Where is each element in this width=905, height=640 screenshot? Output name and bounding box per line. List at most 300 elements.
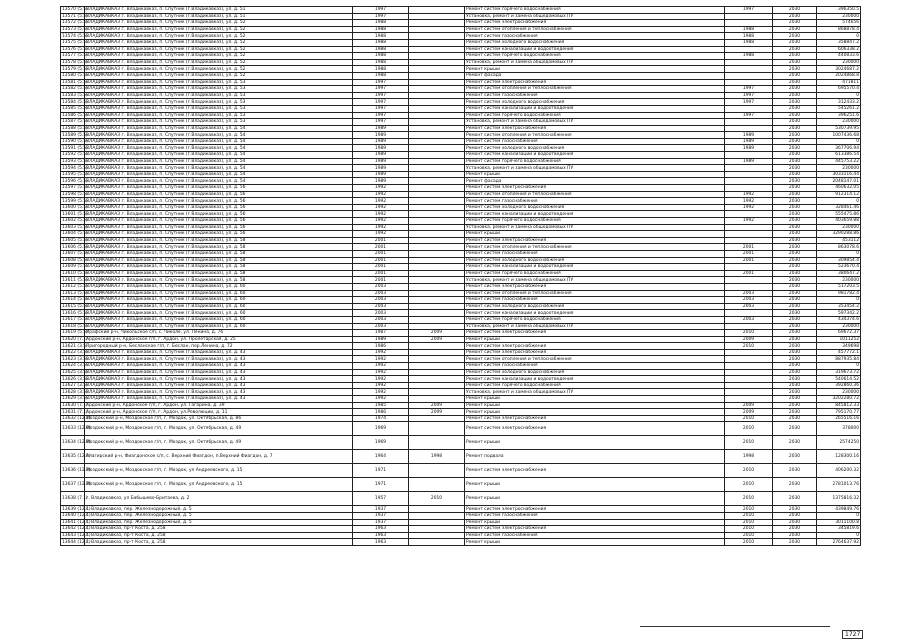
cost-cell: 1011252: [817, 336, 861, 343]
start-year-cell: [725, 211, 773, 218]
row-number-cell: 13618 (5.5): [62, 323, 88, 329]
work-type-cell: Ремонт систем канализации и водоотведения: [465, 105, 725, 112]
table-row: [61, 211, 861, 218]
end-year-cell: 2030: [773, 290, 817, 297]
address-cell: ВЛАДИКАВКАЗ г. Владикавказ, п. Спутник (г.Владикавказ), ул. д. 60: [85, 316, 353, 323]
work-type-cell: Ремонт крыши: [465, 171, 725, 178]
table-row: [61, 191, 861, 198]
work-type-cell: Ремонт систем холодного водоснабжения: [465, 145, 725, 152]
end-year-cell: 2030: [773, 171, 817, 178]
work-type-cell: Ремонт систем отопления и теплоснабжения: [465, 26, 725, 33]
last-repair-year-cell: [409, 13, 465, 20]
table-row: [61, 396, 861, 403]
end-year-cell: 2030: [773, 323, 817, 330]
last-repair-year-cell: [409, 66, 465, 73]
address-cell: ВЛАДИКАВКАЗ г. Владикавказ, п. Спутник (г.Владикавказ), ул. д. 58: [85, 264, 353, 271]
end-year-cell: 2030: [773, 250, 817, 257]
table-row: [61, 92, 861, 99]
start-year-cell: 1997: [725, 112, 773, 119]
build-year-cell: 1997: [353, 7, 409, 14]
build-year-cell: 1997: [353, 79, 409, 86]
address-cell: ВЛАДИКАВКАЗ г. Владикавказ, п. Спутник (г.Владикавказ), ул. д. 54: [85, 158, 353, 165]
end-year-cell: 2030: [773, 409, 817, 416]
start-year-cell: 2003: [725, 303, 773, 310]
last-repair-year-cell: [409, 79, 465, 86]
address-cell: ВЛАДИКАВКАЗ г. Владикавказ, п. Спутник (г.Владикавказ), ул. д. 58: [85, 277, 353, 284]
end-year-cell: 2030: [773, 270, 817, 277]
table-row: [61, 250, 861, 257]
build-year-cell: 1992: [353, 185, 409, 192]
row-number-cell: 13575 (5.5): [62, 40, 88, 46]
cost-cell: 0: [817, 363, 861, 370]
work-type-cell: Ремонт систем отопления и теплоснабжения: [465, 356, 725, 363]
cost-cell: 230000: [817, 13, 861, 20]
address-cell: ВЛАДИКАВКАЗ г. Владикавказ, п. Спутник (г.Владикавказ), ул. д. 60: [85, 310, 353, 317]
address-cell: Пригородный р-н, Беcланское г/п, г. Беслан, пер.Ленина, д. 72: [85, 343, 353, 350]
work-type-cell: Установка, ремонт и замена общедомовых ПУ: [465, 389, 725, 396]
start-year-cell: 1997: [725, 7, 773, 14]
row-number-cell: 13571 (5.5): [62, 13, 88, 19]
build-year-cell: 2003: [353, 310, 409, 317]
cost-cell: 3011100.8: [817, 519, 861, 526]
start-year-cell: [725, 363, 773, 370]
address-cell: ВЛАДИКАВКАЗ г. Владикавказ, п. Спутник (г.Владикавказ), ул. д. 52: [85, 20, 353, 27]
end-year-cell: 2030: [773, 224, 817, 231]
end-year-cell: 2030: [773, 310, 817, 317]
last-repair-year-cell: [409, 138, 465, 145]
build-year-cell: 1989: [353, 165, 409, 172]
build-year-cell: 1988: [353, 20, 409, 27]
end-year-cell: 2030: [773, 237, 817, 244]
last-repair-year-cell: [409, 72, 465, 79]
work-type-cell: Ремонт фасада: [465, 178, 725, 185]
last-repair-year-cell: [409, 363, 465, 370]
last-repair-year-cell: [409, 250, 465, 257]
address-cell: ВЛАДИКАВКАЗ г. Владикавказ, п. Спутник (г.Владикавказ), ул. д. 43: [85, 349, 353, 356]
table-row: [61, 224, 861, 231]
address-cell: ВЛАДИКАВКАЗ г. Владикавказ, п. Спутник (г.Владикавказ), ул. д. 54: [85, 171, 353, 178]
table-row: [61, 343, 861, 350]
end-year-cell: 2030: [773, 218, 817, 225]
start-year-cell: 1988: [725, 53, 773, 60]
address-cell: ВЛАДИКАВКАЗ г. Владикавказ, п. Спутник (г.Владикавказ), ул. д. 43: [85, 363, 353, 370]
table-row: [61, 132, 861, 139]
cost-cell: 3202280.72: [817, 396, 861, 403]
table-row: [61, 369, 861, 376]
build-year-cell: 1971: [353, 464, 409, 478]
last-repair-year-cell: 1998: [409, 450, 465, 464]
build-year-cell: 1986: [353, 409, 409, 416]
table-row: [61, 26, 861, 33]
build-year-cell: 1997: [353, 119, 409, 126]
row-number-cell: 13595 (5.5): [62, 172, 88, 178]
table-row: [61, 145, 861, 152]
last-repair-year-cell: [409, 369, 465, 376]
last-repair-year-cell: [409, 7, 465, 14]
last-repair-year-cell: [409, 198, 465, 205]
start-year-cell: 2003: [725, 297, 773, 304]
last-repair-year-cell: [409, 218, 465, 225]
build-year-cell: 1997: [353, 13, 409, 20]
cost-cell: 2574250: [817, 436, 861, 450]
address-cell: Ардонский р-н, Ардонское г/п, г. Ардон, ул. Гагарина, д. 39: [85, 402, 353, 409]
table-row: [61, 218, 861, 225]
table-row: [61, 330, 861, 337]
cost-cell: 434374.6: [817, 316, 861, 323]
start-year-cell: 1989: [725, 132, 773, 139]
last-repair-year-cell: [409, 297, 465, 304]
table-row: [61, 290, 861, 297]
cost-cell: 230000: [817, 119, 861, 126]
row-number-cell: 13628 (3.5): [62, 389, 88, 395]
end-year-cell: 2030: [773, 46, 817, 53]
address-cell: ВЛАДИКАВКАЗ г. Владикавказ, п. Спутник (г.Владикавказ), ул. д. 52: [85, 46, 353, 53]
cost-cell: 0: [817, 198, 861, 205]
cost-cell: 128300.16: [817, 450, 861, 464]
cost-cell: 69672.37: [817, 330, 861, 337]
cost-cell: 695570.4: [817, 86, 861, 93]
cost-cell: 1375816.32: [817, 492, 861, 506]
row-number-cell: 13572 (5.5): [62, 20, 88, 26]
work-type-cell: Ремонт систем отопления и теплоснабжения: [465, 191, 725, 198]
end-year-cell: 2030: [773, 112, 817, 119]
table-row: [61, 198, 861, 205]
last-repair-year-cell: [409, 506, 465, 513]
last-repair-year-cell: [409, 125, 465, 132]
start-year-cell: [725, 125, 773, 132]
address-cell: ВЛАДИКАВКАЗ г. Владикавказ, п. Спутник (г.Владикавказ), ул. д. 43: [85, 369, 353, 376]
build-year-cell: 1937: [353, 519, 409, 526]
last-repair-year-cell: [409, 145, 465, 152]
work-type-cell: Ремонт крыши: [465, 492, 725, 506]
end-year-cell: 2030: [773, 297, 817, 304]
table-row: [61, 171, 861, 178]
work-type-cell: Ремонт систем газоснабжения: [465, 92, 725, 99]
table-row: [61, 237, 861, 244]
table-body: [61, 7, 861, 546]
start-year-cell: [725, 389, 773, 396]
table-row: [61, 204, 861, 211]
work-type-cell: Ремонт систем газоснабжения: [465, 513, 725, 520]
build-year-cell: 2003: [353, 290, 409, 297]
last-repair-year-cell: [409, 519, 465, 526]
start-year-cell: [725, 369, 773, 376]
build-year-cell: 1963: [353, 532, 409, 539]
table-row: [61, 158, 861, 165]
end-year-cell: 2030: [773, 165, 817, 172]
start-year-cell: 1997: [725, 92, 773, 99]
address-cell: ВЛАДИКАВКАЗ г. Владикавказ, п. Спутник (г.Владикавказ), ул. д. 56: [85, 198, 353, 205]
build-year-cell: 2001: [353, 244, 409, 251]
start-year-cell: [725, 323, 773, 330]
table-row: [61, 422, 861, 436]
cost-cell: 0: [817, 513, 861, 520]
table-row: [61, 46, 861, 53]
start-year-cell: 2010: [725, 464, 773, 478]
end-year-cell: 2030: [773, 66, 817, 73]
cost-cell: 613386.54: [817, 152, 861, 159]
table-row: [61, 7, 861, 14]
start-year-cell: 2009: [725, 402, 773, 409]
address-cell: ВЛАДИКАВКАЗ г. Владикавказ, п. Спутник (г.Владикавказ), ул. д. 58: [85, 237, 353, 244]
row-number-cell: 13621 (3.5): [62, 343, 88, 349]
end-year-cell: 2030: [773, 349, 817, 356]
end-year-cell: 2030: [773, 178, 817, 185]
end-year-cell: 2030: [773, 356, 817, 363]
cost-cell: 3290288.86: [817, 231, 861, 238]
end-year-cell: 2030: [773, 303, 817, 310]
table-row: [61, 138, 861, 145]
start-year-cell: 1992: [725, 191, 773, 198]
work-type-cell: Установка, ремонт и замена общедомовых ПУ: [465, 13, 725, 20]
cost-cell: 3024687.2: [817, 66, 861, 73]
row-number-cell: 13592 (5.5): [62, 152, 88, 158]
table-row: [61, 539, 861, 546]
build-year-cell: 1997: [353, 99, 409, 106]
table-row: [61, 519, 861, 526]
build-year-cell: 1989: [353, 178, 409, 185]
address-cell: ВЛАДИКАВКАЗ г. Владикавказ, п. Спутник (г.Владикавказ), ул. д. 58: [85, 250, 353, 257]
address-cell: ВЛАДИКАВКАЗ г. Владикавказ, п. Спутник (г.Владикавказ), ул. д. 56: [85, 204, 353, 211]
work-type-cell: Ремонт систем горячего водоснабжения: [465, 316, 725, 323]
row-number-cell: 13605 (5.5): [62, 238, 88, 244]
end-year-cell: 2030: [773, 99, 817, 106]
start-year-cell: [725, 231, 773, 238]
table-row: [61, 185, 861, 192]
table-row: [61, 79, 861, 86]
last-repair-year-cell: [409, 185, 465, 192]
work-type-cell: Ремонт систем холодного водоснабжения: [465, 99, 725, 106]
work-type-cell: Ремонт систем электроснабжения: [465, 283, 725, 290]
cost-cell: 0: [817, 138, 861, 145]
build-year-cell: 1988: [353, 26, 409, 33]
address-cell: ВЛАДИКАВКАЗ г. Владикавказ, п. Спутник (г.Владикавказ), ул. д. 56: [85, 218, 353, 225]
row-number-cell: 13606 (5.5): [62, 244, 88, 250]
build-year-cell: 1988: [353, 46, 409, 53]
start-year-cell: 2010: [725, 415, 773, 422]
build-year-cell: 2001: [353, 270, 409, 277]
work-type-cell: Ремонт систем электроснабжения: [465, 464, 725, 478]
end-year-cell: 2030: [773, 316, 817, 323]
end-year-cell: 2030: [773, 204, 817, 211]
work-type-cell: Ремонт крыши: [465, 396, 725, 403]
end-year-cell: 2030: [773, 53, 817, 60]
row-number-cell: 13635 (12.9): [61, 450, 85, 464]
last-repair-year-cell: [409, 396, 465, 403]
build-year-cell: 1992: [353, 382, 409, 389]
end-year-cell: 2030: [773, 26, 817, 33]
end-year-cell: 2030: [773, 33, 817, 40]
cost-cell: 230000: [817, 277, 861, 284]
start-year-cell: [725, 165, 773, 172]
row-number-cell: 13577 (5.5): [62, 53, 88, 59]
address-cell: ВЛАДИКАВКАЗ г. Владикавказ, п. Спутник (г.Владикавказ), ул. д. 54: [85, 178, 353, 185]
last-repair-year-cell: [409, 171, 465, 178]
address-cell: г. Владикавказ, пр-т Коста, д. 258: [85, 526, 353, 533]
last-repair-year-cell: [409, 59, 465, 66]
work-type-cell: Ремонт систем электроснабжения: [465, 422, 725, 436]
last-repair-year-cell: [409, 211, 465, 218]
end-year-cell: 2030: [773, 436, 817, 450]
address-cell: г. Владикавказ, ул Бабышево-Бритаева, д. 2: [85, 492, 353, 506]
row-number-cell: 13623 (3.5): [62, 356, 88, 362]
cost-cell: 309854.4: [817, 257, 861, 264]
end-year-cell: 2030: [773, 72, 817, 79]
address-cell: Ирафский р-н, Чикольское с/п, с. Чиколе, ул. Ленина, д. 76: [85, 330, 353, 337]
cost-cell: 2781013.76: [817, 478, 861, 492]
last-repair-year-cell: 2010: [409, 492, 465, 506]
last-repair-year-cell: [409, 158, 465, 165]
work-type-cell: Установка, ремонт и замена общедомовых ПУ: [465, 119, 725, 126]
last-repair-year-cell: [409, 310, 465, 317]
start-year-cell: [725, 79, 773, 86]
work-type-cell: Ремонт систем отопления и теплоснабжения: [465, 132, 725, 139]
table-row: [61, 316, 861, 323]
work-type-cell: Ремонт систем отопления и теплоснабжения: [465, 86, 725, 93]
row-number-cell: 13640 (12.1): [62, 513, 91, 519]
work-type-cell: Ремонт систем электроснабжения: [465, 237, 725, 244]
end-year-cell: 2030: [773, 336, 817, 343]
build-year-cell: 1987: [353, 330, 409, 337]
build-year-cell: 1992: [353, 224, 409, 231]
work-type-cell: Ремонт крыши: [465, 539, 725, 546]
last-repair-year-cell: 2009: [409, 402, 465, 409]
last-repair-year-cell: [409, 224, 465, 231]
cost-cell: 0: [817, 250, 861, 257]
row-number-cell: 13633 (12.8): [61, 422, 85, 436]
last-repair-year-cell: [409, 152, 465, 159]
start-year-cell: [725, 356, 773, 363]
work-type-cell: Ремонт систем отопления и теплоснабжения: [465, 290, 725, 297]
cost-cell: 530739.95: [817, 125, 861, 132]
address-cell: г. Владикавказ, пер. Железнодорожный, д. 5: [85, 513, 353, 520]
address-cell: ВЛАДИКАВКАЗ г. Владикавказ, п. Спутник (г.Владикавказ), ул. д. 60: [85, 290, 353, 297]
row-number-cell: 13591 (5.5): [62, 145, 88, 151]
end-year-cell: 2030: [773, 283, 817, 290]
work-type-cell: Ремонт систем холодного водоснабжения: [465, 303, 725, 310]
start-year-cell: [725, 46, 773, 53]
work-type-cell: Ремонт систем холодного водоснабжения: [465, 39, 725, 46]
last-repair-year-cell: [409, 39, 465, 46]
start-year-cell: [725, 119, 773, 126]
work-type-cell: Ремонт систем канализации и водоотведения: [465, 211, 725, 218]
end-year-cell: 2030: [773, 145, 817, 152]
end-year-cell: 2030: [773, 231, 817, 238]
table-row: [61, 382, 861, 389]
start-year-cell: 2010: [725, 422, 773, 436]
build-year-cell: 1988: [353, 66, 409, 73]
cost-cell: 396350.5: [817, 7, 861, 14]
address-cell: ВЛАДИКАВКАЗ г. Владикавказ, п. Спутник (г.Владикавказ), ул. д. 52: [85, 33, 353, 40]
address-cell: ВЛАДИКАВКАЗ г. Владикавказ, п. Спутник (г.Владикавказ), ул. д. 60: [85, 323, 353, 330]
last-repair-year-cell: [409, 178, 465, 185]
address-cell: ВЛАДИКАВКАЗ г. Владикавказ, п. Спутник (г.Владикавказ), ул. д. 51: [85, 13, 353, 20]
work-type-cell: Установка, ремонт и замена общедомовых ПУ: [465, 165, 725, 172]
work-type-cell: Ремонт крыши: [465, 66, 725, 73]
build-year-cell: 1964: [353, 450, 409, 464]
build-year-cell: 1988: [353, 39, 409, 46]
cost-cell: 230000: [817, 389, 861, 396]
work-type-cell: Ремонт систем горячего водоснабжения: [465, 112, 725, 119]
table-row: [61, 283, 861, 290]
address-cell: ВЛАДИКАВКАЗ г. Владикавказ, п. Спутник (г.Владикавказ), ул. д. 52: [85, 72, 353, 79]
start-year-cell: [725, 264, 773, 271]
work-type-cell: Ремонт систем электроснабжения: [465, 79, 725, 86]
build-year-cell: 1989: [353, 138, 409, 145]
build-year-cell: 1989: [353, 132, 409, 139]
last-repair-year-cell: [409, 316, 465, 323]
last-repair-year-cell: [409, 343, 465, 350]
row-number-cell: 13590 (5.5): [62, 139, 88, 145]
build-year-cell: 1988: [353, 33, 409, 40]
table-row: [61, 86, 861, 93]
start-year-cell: 2009: [725, 336, 773, 343]
start-year-cell: 1997: [725, 99, 773, 106]
last-repair-year-cell: [409, 376, 465, 383]
row-number-cell: 13638 (7.1): [61, 492, 85, 506]
build-year-cell: 2003: [353, 297, 409, 304]
table-row: [61, 506, 861, 513]
last-repair-year-cell: 2009: [409, 336, 465, 343]
table-row: [61, 492, 861, 506]
cost-cell: 230000: [817, 323, 861, 330]
table-row: [61, 231, 861, 238]
end-year-cell: 2030: [773, 198, 817, 205]
last-repair-year-cell: [409, 526, 465, 533]
work-type-cell: Ремонт систем горячего водоснабжения: [465, 270, 725, 277]
cost-cell: 328461.46: [817, 204, 861, 211]
build-year-cell: 2001: [353, 277, 409, 284]
end-year-cell: 2030: [773, 92, 817, 99]
start-year-cell: [725, 105, 773, 112]
work-type-cell: Ремонт крыши: [465, 436, 725, 450]
table-row: [61, 119, 861, 126]
row-number-cell: 13626 (3.5): [62, 376, 88, 382]
build-year-cell: 1992: [353, 349, 409, 356]
table-row: [61, 303, 861, 310]
repair-register-table: [60, 6, 861, 546]
row-number-cell: 13600 (5.5): [62, 205, 88, 211]
start-year-cell: 2001: [725, 270, 773, 277]
cost-cell: 445753.22: [817, 158, 861, 165]
table-row: [61, 13, 861, 20]
end-year-cell: 2030: [773, 539, 817, 546]
build-year-cell: 1997: [353, 92, 409, 99]
end-year-cell: 2030: [773, 191, 817, 198]
cost-cell: 396251.6: [817, 112, 861, 119]
row-number-cell: 13634 (12.8): [61, 436, 85, 450]
work-type-cell: Ремонт крыши: [465, 478, 725, 492]
start-year-cell: [725, 178, 773, 185]
build-year-cell: 2003: [353, 316, 409, 323]
cost-cell: 2764637.92: [817, 539, 861, 546]
table-row: [61, 356, 861, 363]
table-row: [61, 33, 861, 40]
end-year-cell: 2030: [773, 86, 817, 93]
end-year-cell: 2030: [773, 506, 817, 513]
row-number-cell: 13594 (5.5): [62, 165, 88, 171]
last-repair-year-cell: [409, 244, 465, 251]
start-year-cell: 2010: [725, 506, 773, 513]
table-row: [61, 532, 861, 539]
start-year-cell: [725, 224, 773, 231]
row-number-cell: 13580 (5.5): [62, 73, 88, 79]
last-repair-year-cell: [409, 20, 465, 27]
address-cell: ВЛАДИКАВКАЗ г. Владикавказ, п. Спутник (г.Владикавказ), ул. д. 56: [85, 185, 353, 192]
cost-cell: 863078.6: [817, 244, 861, 251]
table-row: [61, 409, 861, 416]
last-repair-year-cell: [409, 323, 465, 330]
